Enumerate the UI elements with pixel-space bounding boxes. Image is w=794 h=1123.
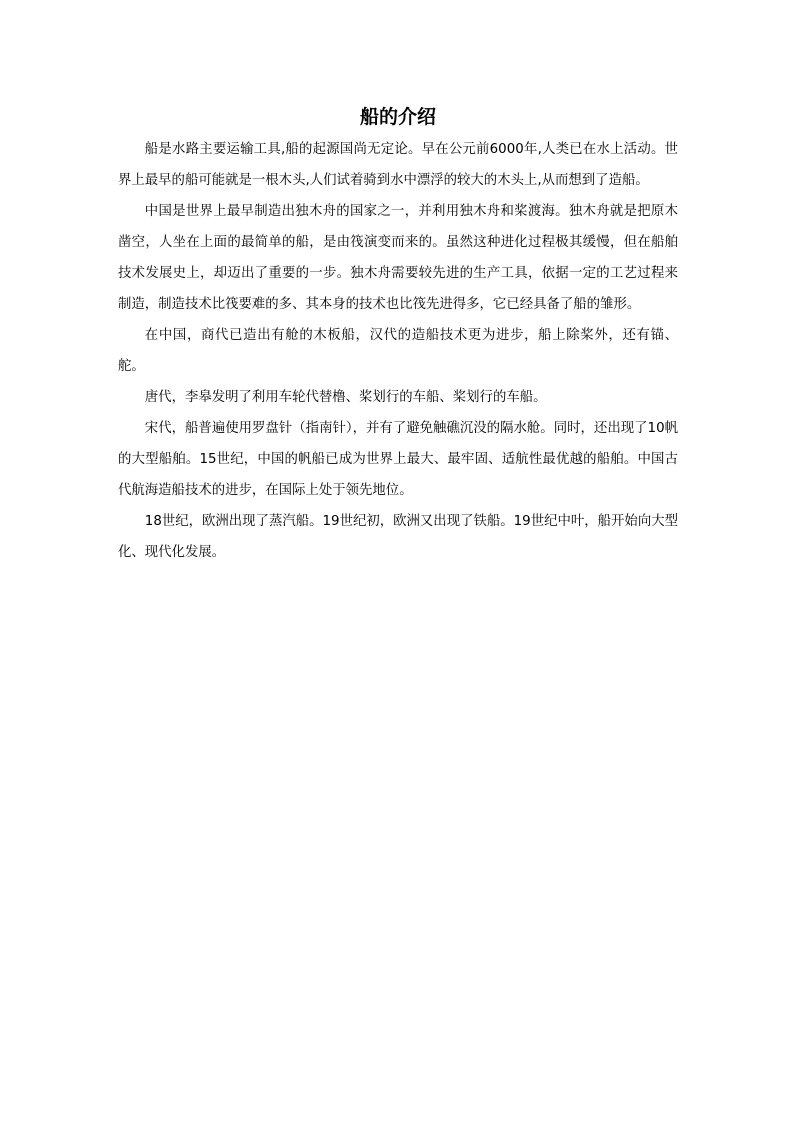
paragraph-song: 宋代，船普遍使用罗盘针（指南针），并有了避免触礁沉没的隔水舱。同时，还出现了10帆的大型船舶。15世纪，中国的帆船已成为世界上最大、最牢固、适航性最优越的船舶。中国古代航海造船技术的进步，在国际上处于领先地位。 — [118, 421, 678, 498]
paragraph-origin: 船是水路主要运输工具,船的起源国尚无定论。早在公元前6000年,人类已在水上活动。世界上最早的船可能就是一根木头,人们试着骑到水中漂浮的较大的木头上,从而想到了造船。 — [118, 142, 678, 188]
paragraph-dugout-canoe: 中国是世界上最早制造出独木舟的国家之一，并利用独木舟和桨渡海。独木舟就是把原木凿空，人坐在上面的最简单的船，是由筏演变而来的。虽然这种进化过程极其缓慢，但在船舶技术发展史上，却迈出了重要的一步。独木舟需要较先进的生产工具，依据一定的工艺过程来制造，制造技术比筏要难的多、其本身的技术也比筏先进得多，它已经具备了船的雏形。 — [118, 204, 678, 312]
paragraph-shang-han: 在中国，商代已造出有舱的木板船，汉代的造船技术更为进步，船上除桨外，还有锚、舵。 — [118, 328, 678, 374]
document-title: 船的介绍 — [359, 106, 436, 128]
paragraph-tang: 唐代，李皋发明了利用车轮代替橹、桨划行的车船、桨划行的车船。 — [144, 390, 547, 405]
paragraph-modern: 18世纪，欧洲出现了蒸汽船。19世纪初，欧洲又出现了铁船。19世纪中叶，船开始向大型化、现代化发展。 — [118, 514, 678, 560]
document-body — [118, 104, 678, 568]
